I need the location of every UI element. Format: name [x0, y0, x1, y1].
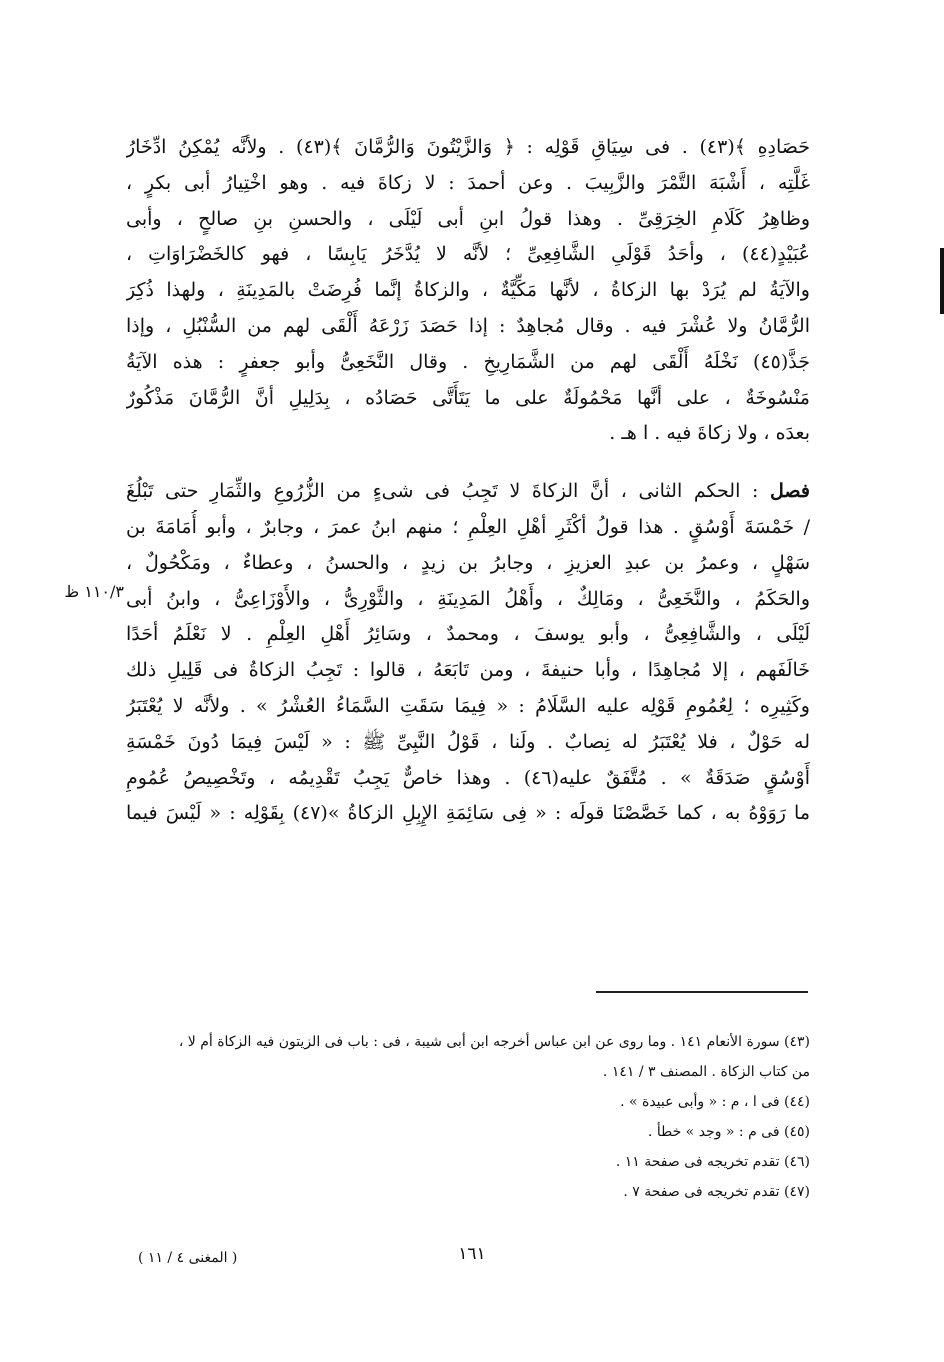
text-line: ما رَوَوْهُ به ، كما خَصَّصْنَا قولَه : « فِى سَائِمَةِ الإِبِلِ الزكاةُ »(٤٧) بِقَوْلِه : « لَيْسَ فيما: [126, 802, 810, 825]
text-line: له حَوْلٌ ، فلا يُعْتَبَرُ له نِصابٌ . ولَنا ، قَوْلُ النَّبِىِّ ﷺ : « لَيْسَ فِيمَا دُونَ خَمْسَةِ: [126, 730, 810, 753]
text-line-first: [126, 474, 810, 510]
footnote-line: (٤٤) فى ا ، م : « وأبى عبيدة » .: [620, 1094, 810, 1110]
text-line-rest: : الحكم الثانى ، أنَّ الزكاةَ لا تَجِبُ فى شىءٍ من الزُّرُوعِ والثِّمَارِ حتى تَبْلُغَ: [126, 480, 771, 503]
footnote-line: (٤٦) تقدم تخريجه فى صفحة ١١ .: [615, 1154, 810, 1170]
footnotes-block: [126, 1027, 810, 1207]
text-line: غَلَّتِه ، أَشْبَهَ التَّمْرَ والزَّبِيبَ . وعن أحمدَ : لا زكاةَ فيه . وهو اخْتِيارُ أبى بكرٍ ،: [126, 171, 810, 194]
margin-bar-mark: [940, 248, 944, 314]
text-line: عُبَيْدٍ(٤٤) ، وأحَدُ قَوْلَىِ الشَّافِعِىِّ ؛ لأنَّه لا يُدَّخَرُ يَابِسًا ، فهو كالخَضْرَاوَاتِ ،: [126, 243, 810, 266]
text-line: والحَكَمُ ، والنَّخَعِىُّ ، ومَالِكٌ ، وأَهْلُ المَدِينَةِ ، والثَّوْرِىُّ ، والأَوْزَاعِىُّ ، وابنُ أبى: [126, 587, 810, 610]
text-line: مَنْسُوخَةٌ ، على أنَّها مَحْمُولَةٌ على ما يَتَأَتَّى حَصَادُه ، بِدَلِيلِ أنَّ الرُّمَّانَ مَذْكُورٌ: [126, 386, 810, 409]
text-line: لَيْلَى ، والشَّافِعِىُّ ، وأبو يوسفَ ، ومحمدٌ ، وسَائِرُ أَهْلِ العِلْمِ . لا نَعْلَمُ أحَدًا: [126, 623, 810, 646]
running-footer: ( المغنى ٤ / ١١ ): [138, 1250, 238, 1266]
footnote-line: (٤٥) فى م : « وجد » خطأ .: [647, 1124, 810, 1140]
paragraph-gap: [126, 452, 810, 474]
paragraph-2: [126, 474, 810, 832]
footnote-line: (٤٣) سورة الأنعام ١٤١ . وما روى عن ابن عباس أخرجه ابن أبى شيبة ، فى : باب فى الزيتون فيه الزكاة أم لا ،: [178, 1034, 810, 1050]
text-line: أَوْسُقٍ صَدَقَةٌ » . مُتَّفَقٌ عليه(٤٦) . وهذا خاصٌّ يَجِبُ تَقْدِيمُه ، وتَخْصِيصُ عُمُومِ: [126, 766, 810, 789]
text-line: وكَثِيرِه ؛ لِعُمُومِ قَوْلِه عليه السَّلَامُ : « فِيمَا سَقَتِ السَّمَاءُ العُشْرُ » . ولأنَّه لا يُعْتَبَرُ: [126, 694, 810, 717]
text-line: خَالَفَهم ، إلا مُجاهِدًا ، وأبا حنيفةَ ، ومن تَابَعَهُ ، قالوا : تَجِبُ الزكاةُ فى قَلِيلِ ذلك: [126, 659, 810, 682]
footnote-line: (٤٧) تقدم تخريجه فى صفحة ٧ .: [623, 1184, 810, 1200]
footnote-divider: [596, 991, 808, 993]
text-line: جَذَّ(٤٥) نَخْلَهُ أَلْقَى لهم من الشَّمَارِيخِ . وقال النَّخَعِىُّ وأبو جعفرٍ : هذه الآيَةُ: [126, 350, 810, 373]
paragraph-1: [126, 130, 810, 452]
text-line: الرُّمَّانُ ولا عُشْرَ فيه . وقال مُجاهِدٌ : إذا حَصَدَ زَرْعَهُ أَلْقَى لهم من السُّنْبُلِ ، وإذا: [126, 314, 810, 337]
footnote-line: من كتاب الزكاة . المصنف ٣ / ١٤١ .: [602, 1064, 810, 1080]
text-line: وظاهِرُ كَلَامِ الخِرَقِىِّ . وهذا قولُ ابنِ أبى لَيْلَى ، والحسنِ بنِ صالحٍ ، وأبى: [126, 207, 810, 230]
manuscript-margin-note: ١١٠/٣ ظ: [64, 582, 124, 601]
section-label-fasl: فصل: [770, 480, 810, 503]
text-line: سَهْلٍ ، وعمرُ بن عبدِ العزيزِ ، وجابرُ بن زيدٍ ، والحسنُ ، وعطاءٌ ، ومَكْحُولٌ ،: [126, 551, 810, 574]
main-text-block: [126, 130, 810, 832]
page-number: ١٦١: [458, 1244, 486, 1264]
text-line: / خَمْسَةَ أَوْسُقٍ . هذا قولُ أكْثَرِ أهْلِ العِلْمِ ؛ منهم ابنُ عمرَ ، وجابرٌ ، وأبو أُمَامَةَ بن: [126, 515, 810, 538]
text-line: بعدَه ، ولا زكاةَ فيه . ا هـ .: [609, 422, 810, 445]
text-line: حَصَادِهِ ﴾(٤٣) . فى سِيَاقِ قَوْلِه : ﴿ وَالزَّيْتُونَ وَالرُّمَّانَ ﴾(٤٣) . ولأنَّه يُمْكِنُ ادِّخَارُ: [126, 136, 810, 158]
text-line: والآيَةُ لم يُرَدْ بها الزكاةُ ، لأنَّها مَكِّيَّةٌ ، والزكاةُ إنَّما فُرِضَتْ بالمَدِينَةِ ، ولهذا ذُكِرَ: [126, 279, 810, 302]
